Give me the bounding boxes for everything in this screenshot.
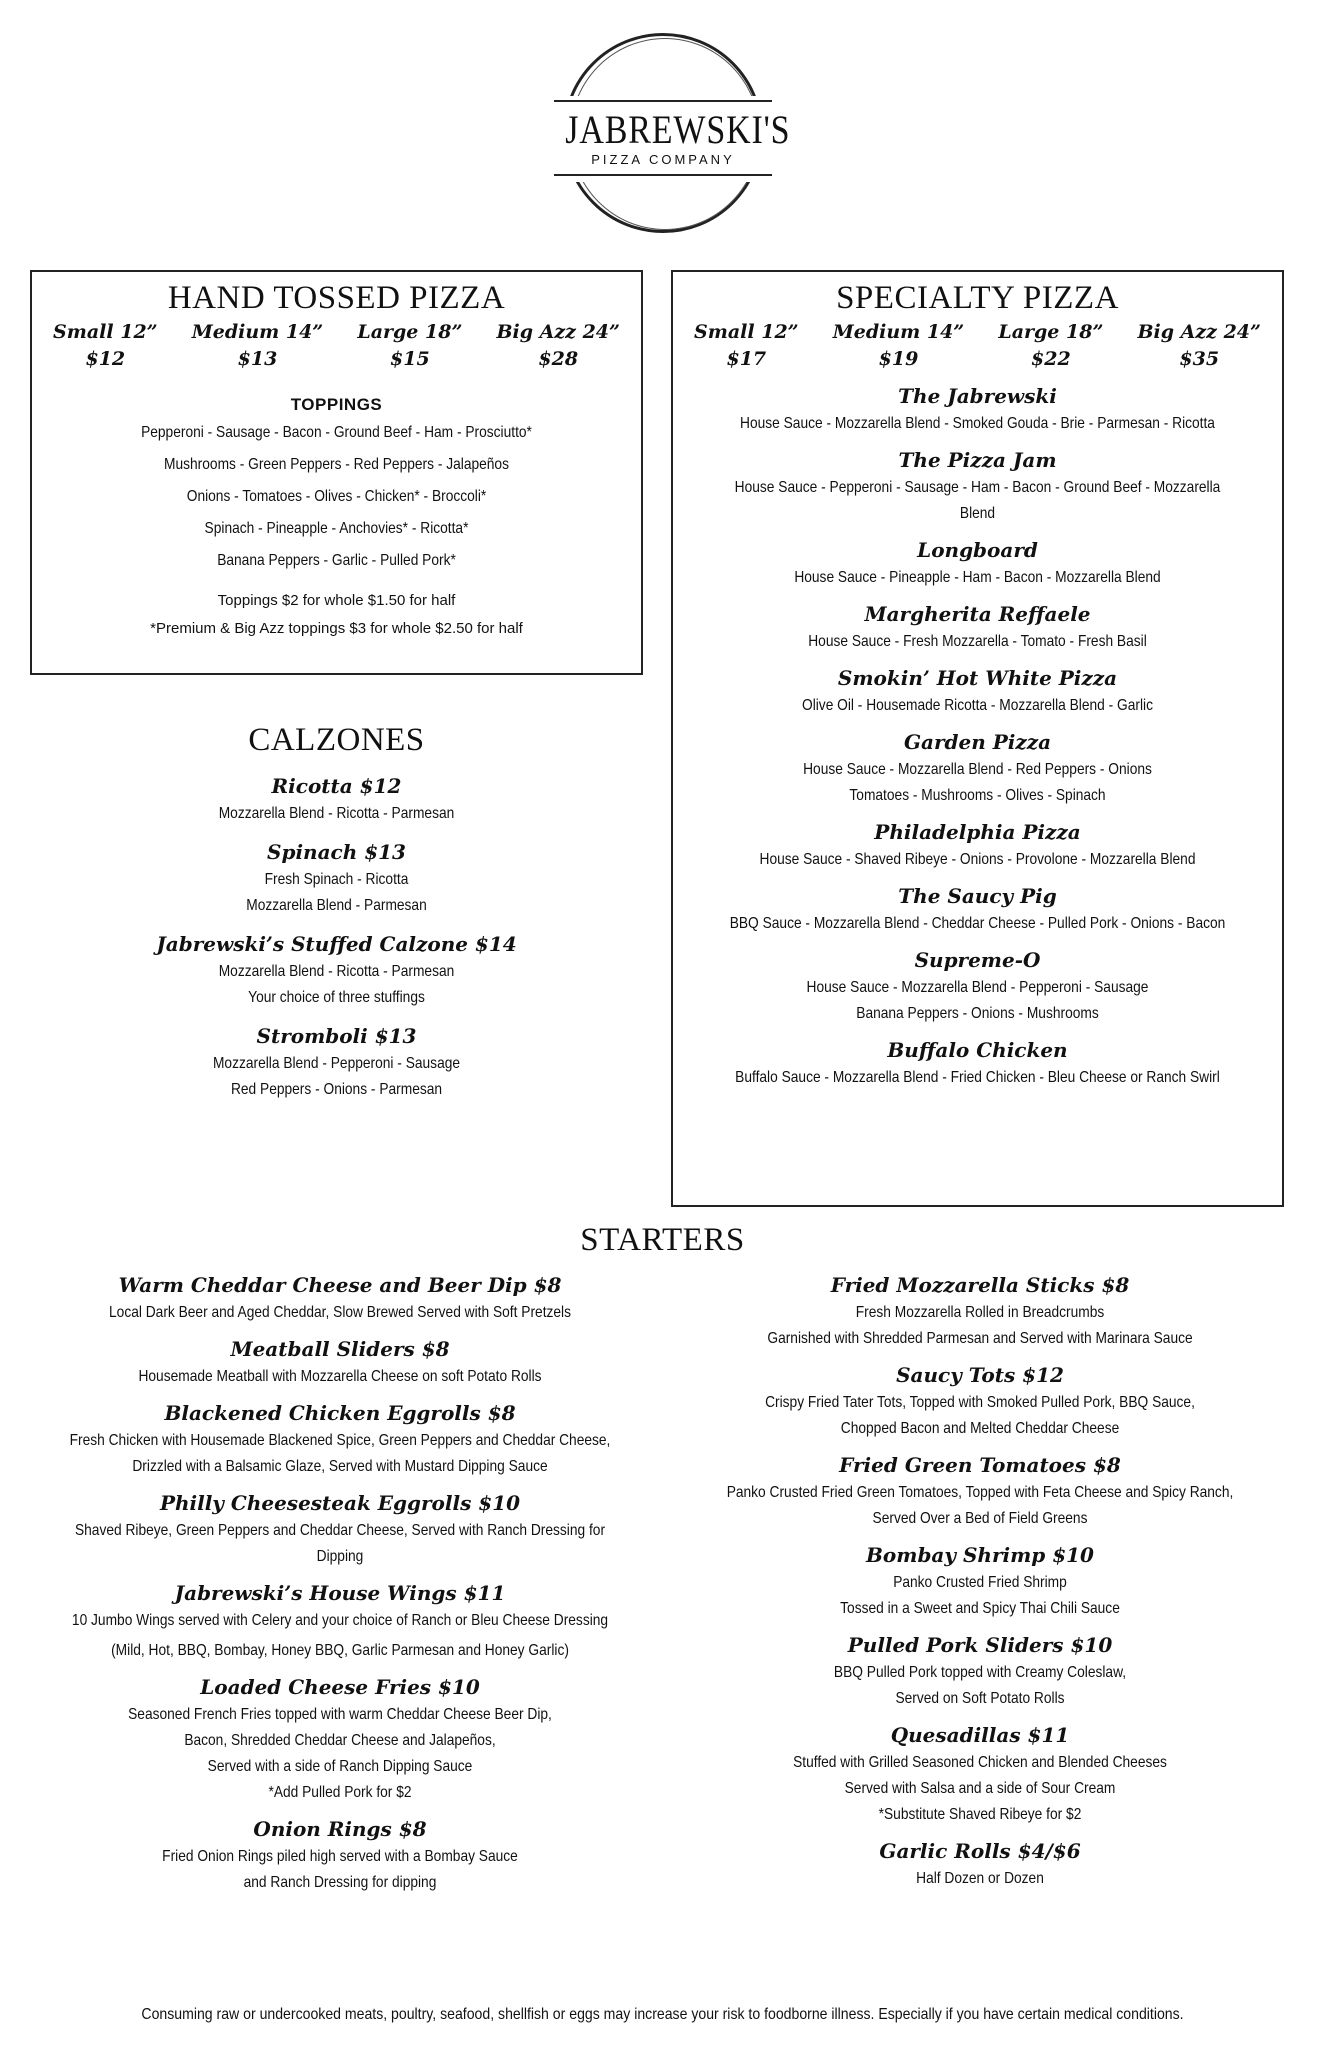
menu-item bbox=[20, 1398, 660, 1480]
menu-item bbox=[20, 1334, 660, 1390]
size-price: $13 bbox=[237, 348, 278, 370]
menu-item bbox=[670, 1450, 1290, 1532]
starters-left-column bbox=[20, 1270, 660, 1900]
menu-item bbox=[673, 663, 1282, 719]
menu-item bbox=[670, 1360, 1290, 1442]
logo-name: JABREWSKI'S bbox=[565, 107, 791, 152]
item-desc: Shaved Ribeye, Green Peppers and Cheddar Cheese, Served with Ranch Dressing for Dipping bbox=[74, 1522, 606, 1565]
hand-tossed-title: HAND TOSSED PIZZA bbox=[167, 280, 506, 316]
item-name: Pulled Pork Sliders $10 bbox=[847, 1633, 1113, 1657]
calzones-section bbox=[30, 722, 643, 1107]
item-name: Buffalo Chicken bbox=[887, 1038, 1068, 1062]
size-large bbox=[357, 319, 462, 373]
size-medium bbox=[192, 319, 324, 373]
item-name: Smokin’ Hot White Pizza bbox=[837, 666, 1118, 690]
toppings-title: TOPPINGS bbox=[290, 395, 383, 414]
menu-item bbox=[670, 1836, 1290, 1892]
logo bbox=[548, 28, 791, 248]
item-desc: Half Dozen or Dozen bbox=[916, 1870, 1044, 1887]
item-name: Supreme-O bbox=[914, 948, 1041, 972]
item-desc: BBQ Pulled Pork topped with Creamy Coleslaw, bbox=[833, 1664, 1127, 1681]
item-desc: Banana Peppers - Onions - Mushrooms bbox=[856, 1005, 1099, 1022]
item-desc: Olive Oil - Housemade Ricotta - Mozzarella Blend - Garlic bbox=[801, 697, 1153, 714]
item-desc: Seasoned French Fries topped with warm Cheddar Cheese Beer Dip, bbox=[128, 1706, 552, 1723]
menu-item bbox=[673, 727, 1282, 809]
item-desc: Drizzled with a Balsamic Glaze, Served with Mustard Dipping Sauce bbox=[132, 1458, 548, 1475]
item-desc: Your choice of three stuffings bbox=[248, 989, 425, 1006]
menu-item bbox=[673, 381, 1282, 437]
item-desc: Panko Crusted Fried Green Tomatoes, Topped with Feta Cheese and Spicy Ranch, bbox=[726, 1484, 1234, 1501]
item-desc: House Sauce - Shaved Ribeye - Onions - Provolone - Mozzarella Blend bbox=[759, 851, 1196, 868]
size-label: Medium 14” bbox=[191, 321, 324, 343]
size-price: $12 bbox=[85, 348, 126, 370]
item-name: Saucy Tots $12 bbox=[896, 1363, 1064, 1387]
item-name: Garden Pizza bbox=[903, 730, 1052, 754]
item-name: Quesadillas $11 bbox=[890, 1723, 1070, 1747]
item-name: Jabrewski’s Stuffed Calzone $14 bbox=[156, 932, 517, 956]
item-desc: *Add Pulled Pork for $2 bbox=[268, 1784, 412, 1801]
topping-line: Onions - Tomatoes - Olives - Chicken* - Broccoli* bbox=[186, 488, 487, 505]
item-name: Bombay Shrimp $10 bbox=[866, 1543, 1094, 1567]
item-desc: Mozzarella Blend - Pepperoni - Sausage bbox=[212, 1055, 461, 1072]
size-price: $17 bbox=[726, 348, 767, 370]
item-desc: Mozzarella Blend - Ricotta - Parmesan bbox=[218, 805, 455, 822]
item-name: Spinach $13 bbox=[267, 840, 406, 864]
item-desc: House Sauce - Fresh Mozzarella - Tomato - Fresh Basil bbox=[808, 633, 1147, 650]
item-name: The Saucy Pig bbox=[898, 884, 1057, 908]
item-name: Garlic Rolls $4/$6 bbox=[879, 1839, 1081, 1863]
item-name: Stromboli $13 bbox=[256, 1024, 417, 1048]
menu-item bbox=[20, 1578, 660, 1664]
item-desc: Mozzarella Blend - Ricotta - Parmesan bbox=[218, 963, 455, 980]
size-label: Large 18” bbox=[998, 321, 1104, 343]
item-name: Loaded Cheese Fries $10 bbox=[200, 1675, 480, 1699]
size-label: Small 12” bbox=[694, 321, 799, 343]
item-name: Ricotta $12 bbox=[271, 774, 402, 798]
logo-rule-bottom bbox=[554, 174, 772, 176]
logo-subtitle: PIZZA COMPANY bbox=[591, 152, 735, 167]
toppings-price-note: Toppings $2 for whole $1.50 for half bbox=[217, 592, 456, 609]
item-desc: Red Peppers - Onions - Parmesan bbox=[230, 1081, 443, 1098]
item-desc: and Ranch Dressing for dipping bbox=[243, 1874, 437, 1891]
menu-item bbox=[673, 599, 1282, 655]
item-desc: Fresh Chicken with Housemade Blackened Spice, Green Peppers and Cheddar Cheese, bbox=[69, 1432, 611, 1449]
item-desc: Bacon, Shredded Cheddar Cheese and Jalapeños, bbox=[184, 1732, 496, 1749]
size-small bbox=[694, 319, 799, 373]
calzones-title: CALZONES bbox=[248, 722, 425, 758]
menu-item bbox=[670, 1540, 1290, 1622]
menu-item bbox=[670, 1720, 1290, 1828]
item-desc: Garnished with Shredded Parmesan and Served with Marinara Sauce bbox=[767, 1330, 1193, 1347]
item-desc: Chopped Bacon and Melted Cheddar Cheese bbox=[840, 1420, 1120, 1437]
size-label: Big Azz 24” bbox=[496, 321, 620, 343]
size-label: Small 12” bbox=[53, 321, 158, 343]
specialty-list bbox=[673, 381, 1282, 1091]
item-name: Warm Cheddar Cheese and Beer Dip $8 bbox=[118, 1273, 562, 1297]
item-desc: Served with Salsa and a side of Sour Cream bbox=[844, 1780, 1116, 1797]
item-desc: House Sauce - Pineapple - Ham - Bacon - Mozzarella Blend bbox=[794, 569, 1161, 586]
item-desc: Crispy Fried Tater Tots, Topped with Smoked Pulled Pork, BBQ Sauce, bbox=[765, 1394, 1195, 1411]
size-large bbox=[998, 319, 1103, 373]
menu-item bbox=[670, 1630, 1290, 1712]
item-desc: (Mild, Hot, BBQ, Bombay, Honey BBQ, Garlic Parmesan and Honey Garlic) bbox=[111, 1642, 569, 1659]
item-desc: Buffalo Sauce - Mozzarella Blend - Fried Chicken - Bleu Cheese or Ranch Swirl bbox=[735, 1069, 1220, 1086]
hand-tossed-sizes bbox=[32, 319, 641, 373]
item-name: Meatball Sliders $8 bbox=[230, 1337, 450, 1361]
size-label: Large 18” bbox=[357, 321, 463, 343]
item-name: The Pizza Jam bbox=[898, 448, 1057, 472]
item-desc: House Sauce - Pepperoni - Sausage - Ham - Bacon - Ground Beef - Mozzarella Blend bbox=[734, 479, 1221, 522]
menu-item bbox=[20, 1672, 660, 1806]
size-small bbox=[53, 319, 158, 373]
topping-line: Pepperoni - Sausage - Bacon - Ground Beef - Ham - Prosciutto* bbox=[141, 424, 532, 441]
menu-item bbox=[670, 1270, 1290, 1352]
starters-right-column bbox=[670, 1270, 1290, 1896]
menu-item bbox=[673, 1035, 1282, 1091]
size-price: $22 bbox=[1031, 348, 1071, 370]
hand-tossed-section bbox=[30, 270, 643, 675]
topping-line: Spinach - Pineapple - Anchovies* - Ricotta* bbox=[204, 520, 469, 537]
item-name: Jabrewski’s House Wings $11 bbox=[174, 1581, 506, 1605]
item-desc: House Sauce - Mozzarella Blend - Pepperoni - Sausage bbox=[806, 979, 1149, 996]
menu-item bbox=[30, 929, 643, 1011]
item-name: Margherita Reffaele bbox=[864, 602, 1091, 626]
item-name: Longboard bbox=[917, 538, 1038, 562]
item-name: Fried Mozzarella Sticks $8 bbox=[830, 1273, 1130, 1297]
size-big-azz bbox=[1137, 319, 1260, 373]
size-price: $15 bbox=[390, 348, 430, 370]
logo-rule-top bbox=[554, 100, 772, 102]
menu-item bbox=[30, 771, 643, 827]
menu-item bbox=[20, 1270, 660, 1326]
specialty-title: SPECIALTY PIZZA bbox=[836, 280, 1119, 316]
item-name: The Jabrewski bbox=[898, 384, 1057, 408]
item-desc: Fried Onion Rings piled high served with a Bombay Sauce bbox=[162, 1848, 518, 1865]
topping-line: Banana Peppers - Garlic - Pulled Pork* bbox=[217, 552, 456, 569]
menu-item bbox=[673, 445, 1282, 527]
size-price: $35 bbox=[1179, 348, 1220, 370]
item-desc: Served Over a Bed of Field Greens bbox=[872, 1510, 1088, 1527]
menu-item bbox=[30, 1021, 643, 1103]
menu-item bbox=[673, 817, 1282, 873]
item-desc: Local Dark Beer and Aged Cheddar, Slow Brewed Served with Soft Pretzels bbox=[109, 1304, 571, 1321]
item-desc: BBQ Sauce - Mozzarella Blend - Cheddar Cheese - Pulled Pork - Onions - Bacon bbox=[729, 915, 1226, 932]
item-desc: Stuffed with Grilled Seasoned Chicken and Blended Cheeses bbox=[793, 1754, 1167, 1771]
menu-item bbox=[20, 1814, 660, 1896]
premium-toppings-note: *Premium & Big Azz toppings $3 for whole $2.50 for half bbox=[150, 620, 523, 637]
size-medium bbox=[833, 319, 965, 373]
size-label: Medium 14” bbox=[832, 321, 965, 343]
item-name: Blackened Chicken Eggrolls $8 bbox=[164, 1401, 516, 1425]
item-desc: Fresh Spinach - Ricotta bbox=[264, 871, 409, 888]
size-label: Big Azz 24” bbox=[1137, 321, 1261, 343]
foodborne-illness-disclaimer: Consuming raw or undercooked meats, poultry, seafood, shellfish or eggs may increase your risk to foodborne illness. Especially if you have certain medical conditions. bbox=[141, 2006, 1184, 2023]
starters-title: STARTERS bbox=[580, 1222, 745, 1258]
item-desc: Fresh Mozzarella Rolled in Breadcrumbs bbox=[855, 1304, 1105, 1321]
topping-line: Mushrooms - Green Peppers - Red Peppers - Jalapeños bbox=[164, 456, 509, 473]
specialty-sizes bbox=[673, 319, 1282, 373]
item-desc: Panko Crusted Fried Shrimp bbox=[893, 1574, 1067, 1591]
size-price: $28 bbox=[538, 348, 579, 370]
menu-item bbox=[30, 837, 643, 919]
item-desc: House Sauce - Mozzarella Blend - Smoked Gouda - Brie - Parmesan - Ricotta bbox=[740, 415, 1215, 432]
specialty-section bbox=[671, 270, 1284, 1207]
item-desc: Tomatoes - Mushrooms - Olives - Spinach bbox=[849, 787, 1106, 804]
menu-item bbox=[673, 535, 1282, 591]
item-name: Fried Green Tomatoes $8 bbox=[839, 1453, 1121, 1477]
item-desc: House Sauce - Mozzarella Blend - Red Peppers - Onions bbox=[803, 761, 1152, 778]
menu-item bbox=[20, 1488, 660, 1570]
item-desc: Housemade Meatball with Mozzarella Cheese on soft Potato Rolls bbox=[138, 1368, 542, 1385]
item-desc: Served with a side of Ranch Dipping Sauce bbox=[207, 1758, 473, 1775]
item-name: Philly Cheesesteak Eggrolls $10 bbox=[159, 1491, 521, 1515]
item-desc: Mozzarella Blend - Parmesan bbox=[246, 897, 427, 914]
item-desc: Served on Soft Potato Rolls bbox=[895, 1690, 1065, 1707]
size-big-azz bbox=[496, 319, 619, 373]
size-price: $19 bbox=[878, 348, 919, 370]
item-desc: 10 Jumbo Wings served with Celery and your choice of Ranch or Bleu Cheese Dressing bbox=[71, 1612, 609, 1629]
item-name: Onion Rings $8 bbox=[253, 1817, 427, 1841]
menu-item bbox=[673, 881, 1282, 937]
item-desc: *Substitute Shaved Ribeye for $2 bbox=[878, 1806, 1082, 1823]
item-name: Philadelphia Pizza bbox=[874, 820, 1081, 844]
item-desc: Tossed in a Sweet and Spicy Thai Chili Sauce bbox=[840, 1600, 1120, 1617]
menu-item bbox=[673, 945, 1282, 1027]
